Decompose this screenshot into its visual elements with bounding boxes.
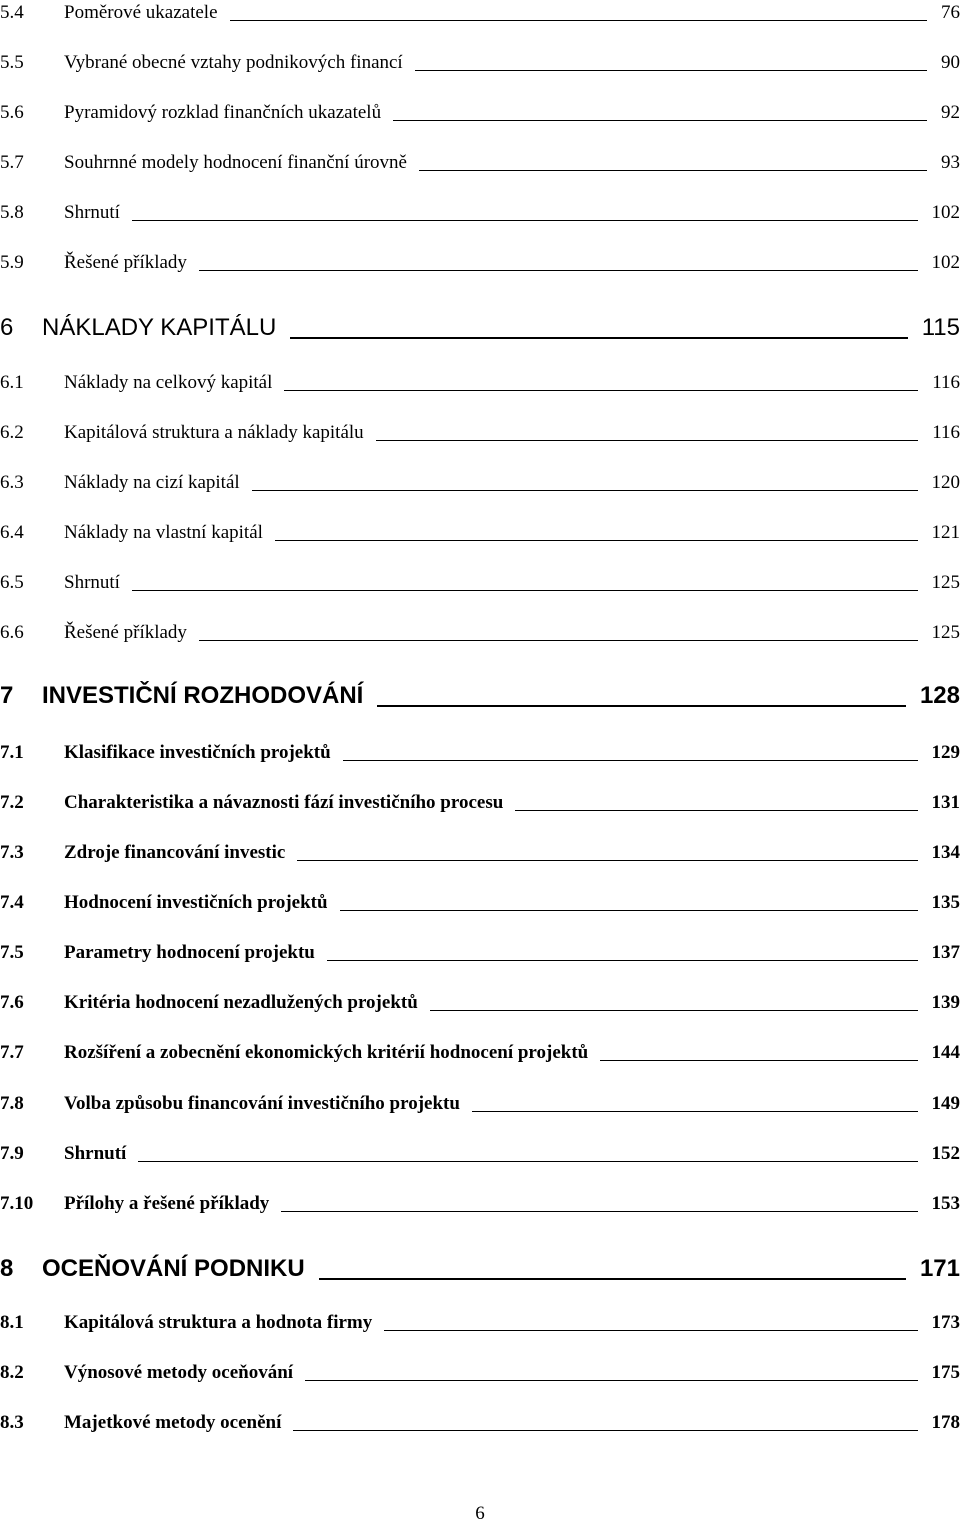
toc-entry-page: 92 <box>941 102 960 123</box>
toc-entry-number: 5.4 <box>0 2 24 23</box>
toc-entry-page: 175 <box>931 1362 960 1383</box>
toc-leader-line <box>230 20 927 21</box>
toc-leader-line <box>515 810 918 811</box>
toc-entry-number: 7.6 <box>0 992 24 1013</box>
toc-entry-page: 93 <box>941 152 960 173</box>
toc-entry-title: Kapitálová struktura a náklady kapitálu <box>64 422 364 443</box>
toc-leader-line <box>290 337 908 339</box>
toc-leader-line <box>199 270 918 271</box>
toc-entry-title: Přílohy a řešené příklady <box>64 1193 270 1214</box>
toc-entry-number: 8.2 <box>0 1362 24 1383</box>
toc-section-entry[interactable] <box>0 987 960 1021</box>
toc-entry-title: Shrnutí <box>64 202 120 223</box>
toc-entry-number: 7 <box>0 682 14 709</box>
toc-entry-number: 7.7 <box>0 1042 24 1063</box>
toc-entry-number: 6.2 <box>0 422 24 443</box>
toc-leader-line <box>252 490 918 491</box>
toc-entry-page: 153 <box>931 1193 960 1214</box>
toc-entry-page: 90 <box>941 52 960 73</box>
toc-leader-line <box>132 220 918 221</box>
toc-leader-line <box>415 70 927 71</box>
toc-entry-title: Výnosové metody oceňování <box>64 1362 294 1383</box>
toc-section-entry[interactable] <box>0 567 960 601</box>
toc-entry-page: 137 <box>931 942 960 963</box>
toc-entry-title: Rozšíření a zobecnění ekonomických kritérií hodnocení projektů <box>64 1042 589 1063</box>
toc-entry-title: Náklady na cizí kapitál <box>64 472 240 493</box>
toc-leader-line <box>419 170 927 171</box>
toc-section-entry[interactable] <box>0 1037 960 1071</box>
toc-leader-line <box>305 1380 918 1381</box>
toc-section-entry[interactable] <box>0 197 960 231</box>
toc-entry-title: Řešené příklady <box>64 252 187 273</box>
toc-leader-line <box>600 1060 918 1061</box>
toc-entry-page: 134 <box>931 842 960 863</box>
toc-section-entry[interactable] <box>0 1357 960 1391</box>
toc-leader-line <box>377 705 906 707</box>
toc-entry-title: OCEŇOVÁNÍ PODNIKU <box>42 1255 305 1282</box>
toc-entry-number: 6.4 <box>0 522 24 543</box>
toc-section-entry[interactable] <box>0 1088 960 1122</box>
toc-entry-page: 135 <box>931 892 960 913</box>
toc-leader-line <box>319 1278 906 1280</box>
toc-entry-title: Charakteristika a návaznosti fází investičního procesu <box>64 792 504 813</box>
toc-section-entry[interactable] <box>0 887 960 921</box>
toc-entry-title: Zdroje financování investic <box>64 842 286 863</box>
toc-entry-page: 116 <box>932 372 960 393</box>
toc-entry-number: 7.10 <box>0 1193 34 1214</box>
toc-leader-line <box>472 1111 918 1112</box>
toc-leader-line <box>199 640 918 641</box>
toc-entry-number: 7.2 <box>0 792 24 813</box>
toc-leader-line <box>430 1010 918 1011</box>
toc-entry-title: NÁKLADY KAPITÁLU <box>42 314 277 341</box>
toc-entry-title: Vybrané obecné vztahy podnikových financí <box>64 52 403 73</box>
toc-entry-page: 139 <box>931 992 960 1013</box>
toc-section-entry[interactable] <box>0 0 960 31</box>
toc-section-entry[interactable] <box>0 517 960 551</box>
toc-leader-line <box>284 390 918 391</box>
toc-entry-title: Majetkové metody ocenění <box>64 1412 282 1433</box>
toc-section-entry[interactable] <box>0 837 960 871</box>
toc-entry-page: 121 <box>931 522 960 543</box>
toc-entry-page: 125 <box>931 572 960 593</box>
toc-entry-page: 144 <box>931 1042 960 1063</box>
toc-leader-line <box>138 1161 918 1162</box>
toc-chapter-entry[interactable] <box>0 673 960 717</box>
toc-entry-page: 178 <box>931 1412 960 1433</box>
toc-section-entry[interactable] <box>0 1307 960 1341</box>
toc-chapter-entry[interactable] <box>0 305 960 349</box>
toc-leader-line <box>293 1430 918 1431</box>
toc-entry-number: 6.3 <box>0 472 24 493</box>
toc-section-entry[interactable] <box>0 617 960 651</box>
toc-leader-line <box>275 540 918 541</box>
toc-entry-page: 149 <box>931 1093 960 1114</box>
toc-entry-number: 6 <box>0 314 14 341</box>
toc-entry-page: 102 <box>931 252 960 273</box>
toc-entry-title: Poměrové ukazatele <box>64 2 218 23</box>
toc-entry-title: Parametry hodnocení projektu <box>64 942 315 963</box>
toc-entry-number: 8.3 <box>0 1412 24 1433</box>
toc-entry-page: 125 <box>931 622 960 643</box>
toc-entry-title: Shrnutí <box>64 572 120 593</box>
toc-entry-number: 5.9 <box>0 252 24 273</box>
toc-section-entry[interactable] <box>0 1188 960 1222</box>
toc-section-entry[interactable] <box>0 247 960 281</box>
toc-entry-number: 8 <box>0 1255 14 1282</box>
toc-entry-page: 128 <box>919 682 960 709</box>
toc-chapter-entry[interactable] <box>0 1246 960 1290</box>
toc-entry-page: 171 <box>919 1255 960 1282</box>
toc-entry-page: 76 <box>941 2 960 23</box>
toc-entry-title: Volba způsobu financování investičního projektu <box>64 1093 460 1114</box>
toc-entry-number: 7.4 <box>0 892 24 913</box>
toc-section-entry[interactable] <box>0 467 960 501</box>
toc-entry-page: 120 <box>931 472 960 493</box>
toc-leader-line <box>376 440 918 441</box>
toc-leader-line <box>281 1211 918 1212</box>
toc-entry-number: 7.3 <box>0 842 24 863</box>
toc-entry-title: Shrnutí <box>64 1143 127 1164</box>
toc-entry-number: 8.1 <box>0 1312 24 1333</box>
toc-leader-line <box>132 590 918 591</box>
toc-entry-number: 5.6 <box>0 102 24 123</box>
toc-entry-page: 131 <box>931 792 960 813</box>
toc-section-entry[interactable] <box>0 417 960 451</box>
toc-section-entry[interactable] <box>0 1407 960 1441</box>
toc-entry-number: 5.8 <box>0 202 24 223</box>
toc-entry-title: Náklady na vlastní kapitál <box>64 522 263 543</box>
toc-entry-title: Hodnocení investičních projektů <box>64 892 328 913</box>
toc-section-entry[interactable] <box>0 147 960 181</box>
toc-entry-number: 5.5 <box>0 52 24 73</box>
toc-entry-number: 7.5 <box>0 942 24 963</box>
toc-leader-line <box>327 960 918 961</box>
toc-leader-line <box>297 860 918 861</box>
toc-entry-number: 7.1 <box>0 742 24 763</box>
toc-entry-title: Řešené příklady <box>64 622 187 643</box>
toc-entry-title: Kapitálová struktura a hodnota firmy <box>64 1312 373 1333</box>
toc-section-entry[interactable] <box>0 47 960 81</box>
toc-entry-number: 5.7 <box>0 152 24 173</box>
toc-section-entry[interactable] <box>0 787 960 821</box>
toc-entry-number: 7.9 <box>0 1143 24 1164</box>
toc-entry-page: 173 <box>931 1312 960 1333</box>
toc-leader-line <box>340 910 918 911</box>
toc-entry-page: 116 <box>932 422 960 443</box>
toc-entry-title: INVESTIČNÍ ROZHODOVÁNÍ <box>42 682 364 709</box>
toc-entry-title: Souhrnné modely hodnocení finanční úrovně <box>64 152 407 173</box>
toc-entry-page: 115 <box>921 314 960 341</box>
toc-entry-title: Pyramidový rozklad finančních ukazatelů <box>64 102 382 123</box>
toc-entry-number: 6.1 <box>0 372 24 393</box>
toc-entry-page: 152 <box>931 1143 960 1164</box>
toc-section-entry[interactable] <box>0 367 960 401</box>
toc-entry-number: 6.5 <box>0 572 24 593</box>
toc-entry-title: Klasifikace investičních projektů <box>64 742 331 763</box>
toc-section-entry[interactable] <box>0 737 960 771</box>
toc-section-entry[interactable] <box>0 1138 960 1172</box>
toc-leader-line <box>343 760 918 761</box>
toc-entry-page: 102 <box>931 202 960 223</box>
toc-leader-line <box>384 1330 918 1331</box>
page-number: 6 <box>475 1503 485 1524</box>
toc-entry-page: 129 <box>931 742 960 763</box>
toc-entry-title: Náklady na celkový kapitál <box>64 372 273 393</box>
toc-leader-line <box>393 120 927 121</box>
toc-entry-title: Kritéria hodnocení nezadlužených projektů <box>64 992 418 1013</box>
toc-entry-number: 6.6 <box>0 622 24 643</box>
toc-section-entry[interactable] <box>0 937 960 971</box>
toc-section-entry[interactable] <box>0 97 960 131</box>
toc-entry-number: 7.8 <box>0 1093 24 1114</box>
